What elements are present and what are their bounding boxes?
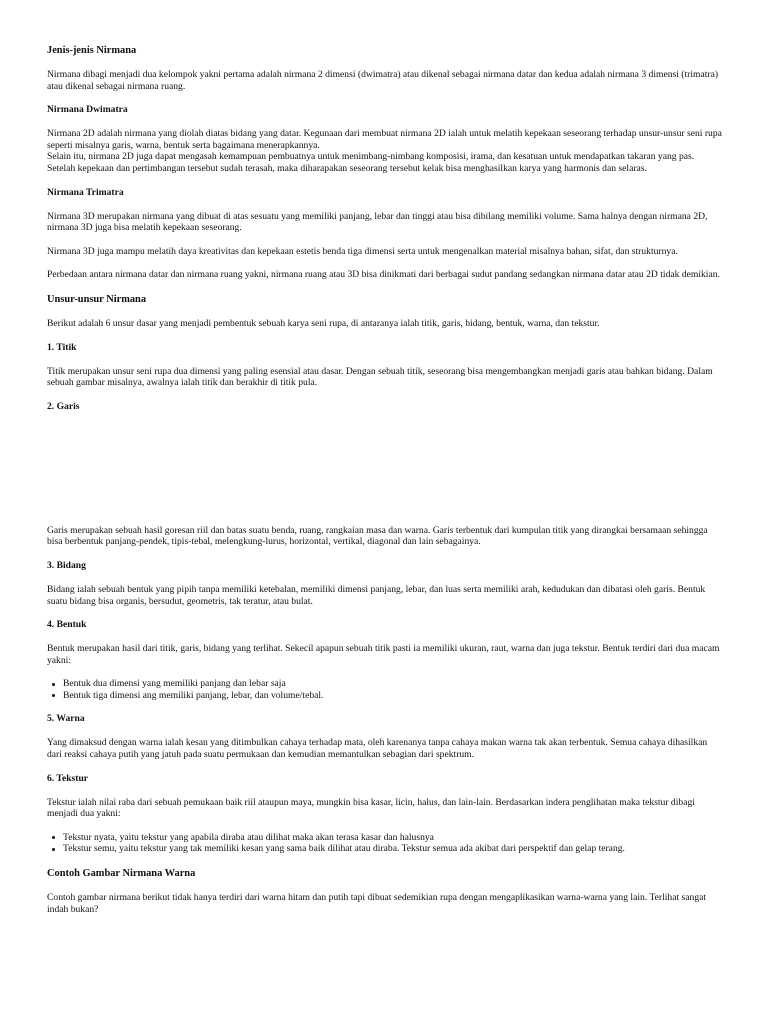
- trimatra-paragraph-3: Perbedaan antara nirmana datar dan nirmana ruang yakni, nirmana ruang atau 3D bisa dinikmati dari berbagai sudut pandang sedangkan nirmana datar atau 2D tidak demikian.: [47, 269, 720, 281]
- heading-trimatra: Nirmana Trimatra: [47, 186, 124, 198]
- bidang-paragraph: Bidang ialah sebuah bentuk yang pipih tanpa memiliki ketebalan, memiliki dimensi panjang, lebar, dan luas serta memiliki arah, kedudukan dan dibatasi oleh garis. Bentuk suatu bidang bisa organis, bersudut, geometris, tak teratur, atau bulat.: [47, 583, 706, 607]
- list-item: Tekstur nyata, yaitu tekstur yang apabila diraba atau dilihat maka akan terasa kasar dan halusnya: [63, 832, 723, 844]
- heading-unsur: Unsur-unsur Nirmana: [47, 293, 147, 305]
- trimatra-paragraph-2: Nirmana 3D juga mampu melatih daya kreativitas dan kepekaan estetis benda tiga dimensi serta untuk mengenalkan material misalnya bahan, sifat, dan strukturnya.: [47, 245, 678, 257]
- list-item: Tekstur semu, yaitu tekstur yang tak memiliki kesan yang sama baik dilihat atau diraba. Tekstur semua ada akibat dari perspektif dan gelap terang.: [63, 843, 723, 855]
- heading-garis: 2. Garis: [47, 400, 80, 412]
- list-item: Bentuk dua dimensi yang memiliki panjang dan lebar saja: [63, 678, 723, 690]
- tekstur-list: [47, 832, 723, 855]
- heading-bidang: 3. Bidang: [47, 559, 86, 571]
- garis-paragraph: Garis merupakan sebuah hasil goresan riil dan batas suatu benda, ruang, rangkaian masa dan warna. Garis terbentuk dari kumpulan titik yang dirangkai bersamaan sehingga bisa berbentuk panjang-pendek, tipis-tebal, melengkung-lurus, horizontal, vertikal, diagonal dan lain sebagainya.: [47, 524, 708, 548]
- contoh-paragraph: Contoh gambar nirmana berikut tidak hanya terdiri dari warna hitam dan putih tapi dibuat sedemikian rupa dengan mengaplikasikan warna-warna yang lain. Terlihat sangat indah bukan?: [47, 892, 707, 915]
- heading-contoh: Contoh Gambar Nirmana Warna: [47, 868, 196, 880]
- tekstur-paragraph: Tekstur ialah nilai raba dari sebuah pemukaan baik riil ataupun maya, mungkin bisa kasar, licin, halus, dan lain-lain. Berdasarkan indera penglihatan maka tekstur dibagi menjadi dua yakni:: [47, 796, 695, 820]
- heading-warna: 5. Warna: [47, 713, 85, 725]
- heading-dwimatra: Nirmana Dwimatra: [47, 104, 128, 116]
- dwimatra-paragraph-2: Selain itu, nirmana 2D juga dapat mengasah kemampuan pembuatnya untuk menimbang-nimbang komposisi, irama, dan kesatuan untuk mendapatkan takaran yang pas. Setelah kepekaan dan pertimbangan tersebut sudah terasah, maka diharapakan seseorang tersebut kelak bisa menghasilkan karya yang harmonis dan selaras.: [47, 151, 695, 174]
- image-placeholder-garis: [47, 413, 723, 525]
- heading-titik: 1. Titik: [47, 341, 77, 353]
- warna-paragraph: Yang dimaksud dengan warna ialah kesan yang ditimbulkan cahaya terhadap mata, oleh karenanya tanpa cahaya makan warna tak akan terbentuk. Semua cahaya dihasilkan dari reaksi cahaya putih yang jatuh pada suatu permukaan dan kemudian memantulkan sebagian dari spektrum.: [47, 737, 708, 761]
- trimatra-paragraph-1: Nirmana 3D merupakan nirmana yang dibuat di atas sesuatu yang memiliki panjang, lebar dan tinggi atau bisa dibilang memiliki volume. Sama halnya dengan nirmana 2D, nirmana 3D juga bisa melatih kepekaan seseorang.: [47, 210, 708, 234]
- document-page: [47, 44, 723, 915]
- heading-bentuk: 4. Bentuk: [47, 619, 87, 631]
- intro-paragraph: Nirmana dibagi menjadi dua kelompok yakni pertama adalah nirmana 2 dimensi (dwimatra) atau dikenal sebagai nirmana datar dan kedua adalah nirmana 3 dimensi (trimatra) atau dikenal sebagai nirmana ruang.: [47, 69, 719, 92]
- dwimatra-paragraph-1: Nirmana 2D adalah nirmana yang diolah diatas bidang yang datar. Kegunaan dari membuat nirmana 2D ialah untuk melatih kepekaan seseorang terhadap unsur-unsur seni rupa seperti misalnya garis, warna, bentuk serta bagaimana menerapkannya.: [47, 128, 722, 151]
- title-jenis-nirmana: Jenis-jenis Nirmana: [47, 45, 137, 56]
- titik-paragraph: Titik merupakan unsur seni rupa dua dimensi yang paling esensial atau dasar. Dengan sebuah titik, seseorang bisa mengembangkan menjadi garis atau bahkan bidang. Dalam sebuah gambar misalnya, awalnya ialah titik dan berakhir di titik pula.: [47, 365, 713, 389]
- bentuk-list: [47, 678, 723, 701]
- heading-tekstur: 6. Tekstur: [47, 772, 89, 784]
- list-item: Bentuk tiga dimensi ang memiliki panjang, lebar, dan volume/tebal.: [63, 690, 723, 702]
- unsur-intro-paragraph: Berikut adalah 6 unsur dasar yang menjadi pembentuk sebuah karya seni rupa, di antaranya ialah titik, garis, bidang, bentuk, warna, dan tekstur.: [47, 317, 600, 329]
- bentuk-paragraph: Bentuk merupakan hasil dari titik, garis, bidang yang terlihat. Sekecil apapun sebuah titik pasti ia memiliki ukuran, raut, warna dan juga tekstur. Bentuk terdiri dari dua macam yakni:: [47, 643, 720, 666]
